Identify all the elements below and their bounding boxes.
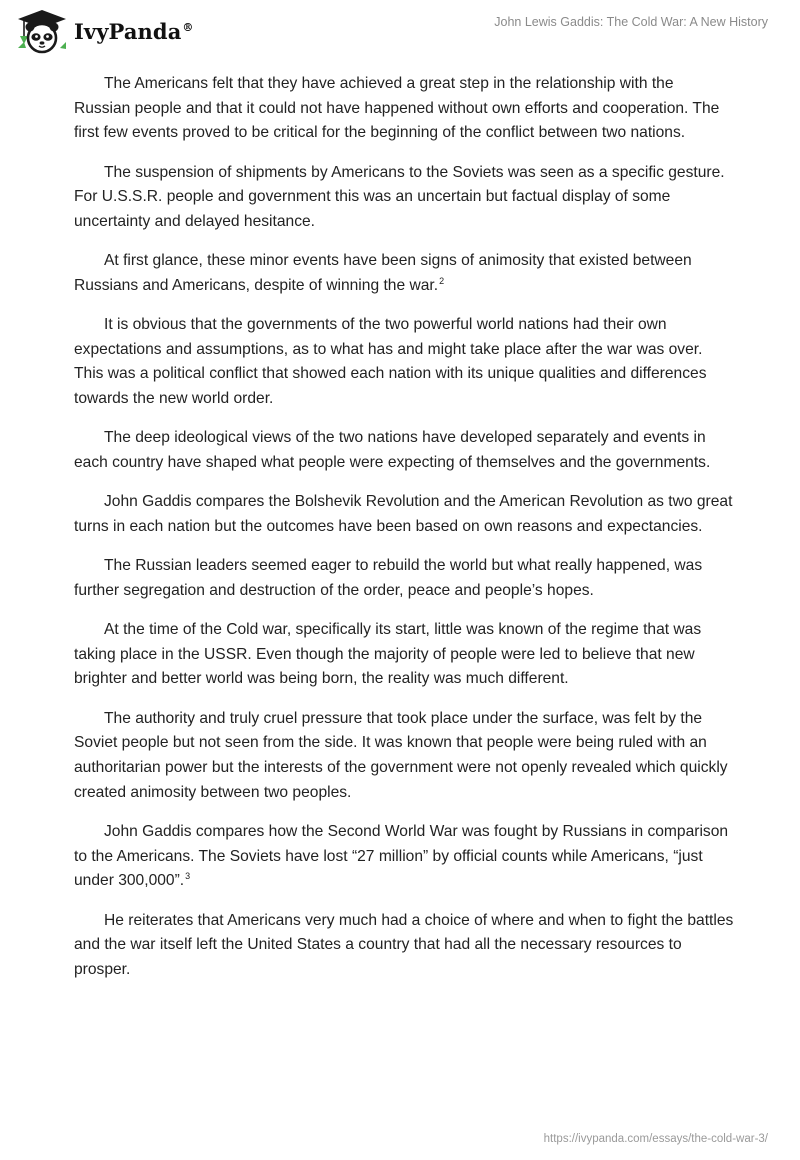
footnote-marker[interactable]: 3 xyxy=(185,871,191,882)
paragraph-text: He reiterates that Americans very much had a choice of where and when to fight the battles and the war itself left the United States a country that had all the necessary resources to prosper. xyxy=(74,911,734,978)
paragraph xyxy=(74,618,734,692)
paragraph-text: The suspension of shipments by Americans to the Soviets was seen as a specific gesture. For U.S.S.R. people and government this was an uncertain but factual display of some uncertainty and delayed hesitance. xyxy=(74,163,725,230)
paragraph xyxy=(74,707,734,805)
page-header xyxy=(0,0,800,60)
paragraph-text: The Americans felt that they have achieved a great step in the relationship with the Russian people and that it could not have happened without own efforts and cooperation. The first few events proved to be critical for the beginning of the conflict between two nations. xyxy=(74,75,720,142)
paragraph-text: At first glance, these minor events have been signs of animosity that existed between Russians and Americans, despite of winning the war. xyxy=(74,252,692,294)
paragraph xyxy=(74,72,734,146)
paragraph-text: It is obvious that the governments of the two powerful world nations had their own expectations and assumptions, as to what has and might take place after the war was over. This was a political conflict that showed each nation with its unique qualities and differences towards the new world order. xyxy=(74,316,707,407)
paragraph xyxy=(74,909,734,983)
paragraph-text: At the time of the Cold war, specifically its start, little was known of the regime that was taking place in the USSR. Even though the majority of people were led to believe that new brighter and better world was being born, the reality was much different. xyxy=(74,621,702,688)
paragraph xyxy=(74,249,734,298)
paragraph-text: The deep ideological views of the two nations have developed separately and events in each country have shaped what people were expecting of themselves and the governments. xyxy=(74,429,711,471)
paragraph-text: John Gaddis compares the Bolshevik Revolution and the American Revolution as two great turns in each nation but the outcomes have been based on own reasons and expectancies. xyxy=(74,493,733,535)
paragraph xyxy=(74,554,734,603)
brand-logo[interactable] xyxy=(16,8,194,54)
paragraph xyxy=(74,820,734,894)
paragraph xyxy=(74,161,734,235)
paragraph xyxy=(74,426,734,475)
footnote-marker[interactable]: 2 xyxy=(439,275,445,286)
panda-graduate-icon xyxy=(16,8,68,54)
brand-name: IvyPanda® xyxy=(74,18,194,44)
paragraph-text: John Gaddis compares how the Second World War was fought by Russians in comparison to the Americans. The Soviets have lost “27 million” by official counts while Americans, “just under 300,000”. xyxy=(74,823,729,890)
paragraph-text: The Russian leaders seemed eager to rebuild the world but what really happened, was further segregation and destruction of the order, peace and people’s hopes. xyxy=(74,557,703,599)
paragraph xyxy=(74,490,734,539)
document-title: John Lewis Gaddis: The Cold War: A New History xyxy=(494,15,768,29)
essay-body xyxy=(74,72,734,997)
source-url[interactable]: https://ivypanda.com/essays/the-cold-war-3/ xyxy=(543,1133,768,1145)
paragraph-text: The authority and truly cruel pressure that took place under the surface, was felt by the Soviet people but not seen from the side. It was known that people were being ruled with an authoritarian power but the interests of the government were not openly revealed which quickly created animosity between two peoples. xyxy=(74,709,728,801)
paragraph xyxy=(74,313,734,411)
